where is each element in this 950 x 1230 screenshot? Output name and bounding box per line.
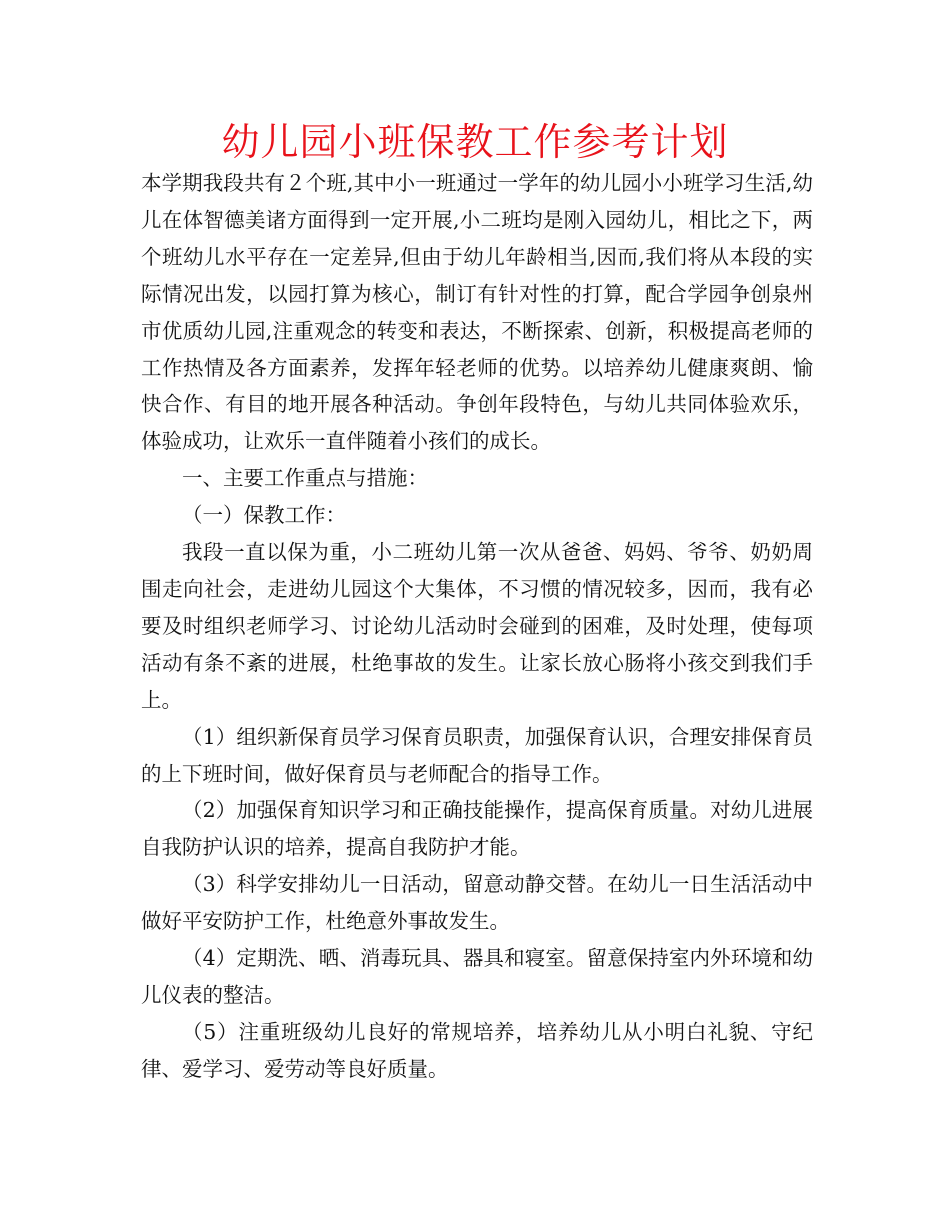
list-item-3: （3）科学安排幼儿一日活动，留意动静交替。在幼儿一日生活活动中做好平安防护工作，杜绝意外事故发生。 (141, 872, 813, 934)
paragraph-care-overview: 我段一直以保为重，小二班幼儿第一次从爸爸、妈妈、爷爷、奶奶周围走向社会，走进幼儿园这个大集体，不习惯的情况较多，因而，我有必要及时组织老师学习、讨论幼儿活动时会碰到的困难，及时处理，使每项活动有条不紊的进展，杜绝事故的发生。让家长放心肠将小孩交到我们手上。 (141, 540, 813, 712)
section-heading: 一、主要工作重点与措施： (182, 466, 428, 491)
list-item-2: （2）加强保育知识学习和正确技能操作，提高保育质量。对幼儿进展自我防护认识的培养，提高自我防护才能。 (141, 798, 813, 860)
subsection-heading: （一）保教工作： (182, 503, 346, 528)
paragraph-intro: 本学期我段共有２个班,其中小一班通过一学年的幼儿园小小班学习生活,幼儿在体智德美诸方面得到一定开展,小二班均是刚入园幼儿，相比之下，两个班幼儿水平存在一定差异,但由于幼儿年龄相当,因而,我们将从本段的实际情况出发，以园打算为核心，制订有针对性的打算，配合学园争创泉州市优质幼儿园,注重观念的转变和表达，不断探索、创新，积极提高老师的工作热情及各方面素养，发挥年轻老师的优势。以培养幼儿健康爽朗、愉快合作、有目的地开展各种活动。争创年段特色，与幼儿共同体验欢乐，体验成功，让欢乐一直伴随着小孩们的成长。 (141, 171, 813, 454)
document-body (141, 165, 813, 1088)
list-item-1: （1）组织新保育员学习保育员职责，加强保育认识，合理安排保育员的上下班时间，做好保育员与老师配合的指导工作。 (141, 724, 813, 786)
list-item-5: （5）注重班级幼儿良好的常规培养，培养幼儿从小明白礼貌、守纪律、爱学习、爱劳动等良好质量。 (141, 1019, 813, 1081)
list-item-4: （4）定期洗、晒、消毒玩具、器具和寝室。留意保持室内外环境和幼儿仪表的整洁。 (141, 946, 813, 1007)
document-title: 幼儿园小班保教工作参考计划 (221, 120, 729, 164)
